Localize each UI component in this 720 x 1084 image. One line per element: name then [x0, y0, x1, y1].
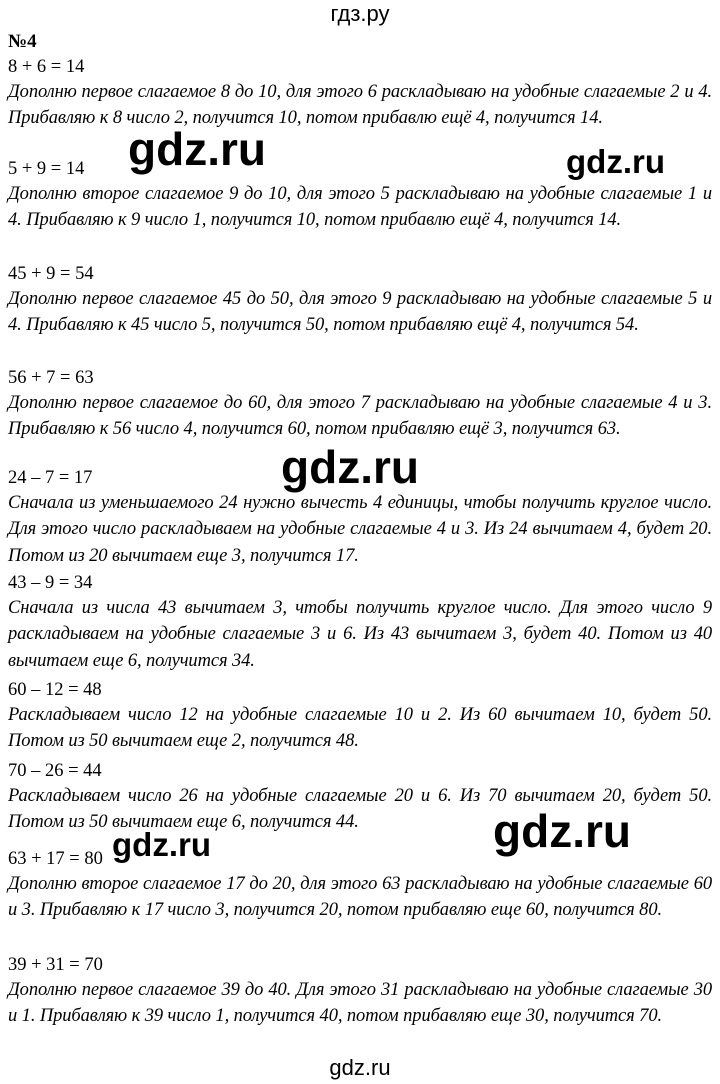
site-footer: gdz.ru: [329, 1055, 391, 1080]
problem-1: [8, 55, 712, 132]
problem-4: [8, 366, 712, 443]
equation: 5 + 9 = 14: [8, 159, 85, 179]
problem-6: [8, 571, 712, 674]
problem-7: [8, 678, 712, 755]
equation: 45 + 9 = 54: [8, 264, 94, 284]
explanation: Дополню второе слагаемое 17 до 20, для этого 63 раскладываю на удобные слагаемые 60 и 3. Прибавляю к 17 число 3, получится 20, потом прибавляю еще 60, получится 80.: [8, 874, 712, 921]
watermark: gdz.ru: [493, 805, 631, 857]
equation: 24 – 7 = 17: [8, 468, 93, 488]
explanation: Раскладываем число 12 на удобные слагаемые 10 и 2. Из 60 вычитаем 10, будет 50. Потом из 50 вычитаем еще 2, получится 48.: [8, 705, 712, 752]
equation: 39 + 31 = 70: [8, 955, 103, 975]
explanation: Раскладываем число 26 на удобные слагаемые 20 и 6. Из 70 вычитаем 20, будет 50. Потом из 50 вычитаем еще 6, получится 44.: [8, 786, 712, 833]
watermark: gdz.ru: [566, 143, 665, 180]
equation: 8 + 6 = 14: [8, 57, 85, 77]
site-header: гдз.ру: [330, 1, 390, 26]
task-number: №4: [8, 31, 37, 52]
explanation: Сначала из уменьшаемого 24 нужно вычесть 4 единицы, чтобы получить круглое число. Для этого число раскладываем на удобные слагаемые 4 и 3. Из 24 вычитаем 4, будет 20. Потом из 20 вычитаем еще 3, получится 17.: [8, 493, 712, 566]
explanation: Дополню первое слагаемое 45 до 50, для этого 9 раскладываю на удобные слагаемые 5 и 4. Прибавляю к 45 число 5, получится 50, потом прибавляю ещё 4, получится 54.: [8, 289, 712, 336]
problem-3: [8, 262, 712, 339]
explanation: Сначала из числа 43 вычитаем 3, чтобы получить круглое число. Для этого число 9 раскладываем на удобные слагаемые 3 и 6. Из 43 вычитаем 3, будет 40. Потом из 40 вычитаем еще 6, получится 34.: [8, 598, 712, 671]
explanation: Дополню второе слагаемое 9 до 10, для этого 5 раскладываю на удобные слагаемые 1 и 4. Прибавляю к 9 число 1, получится 10, потом прибавлю ещё 4, получится 14.: [8, 184, 712, 231]
watermark: gdz.ru: [281, 441, 419, 493]
explanation: Дополню первое слагаемое до 60, для этого 7 раскладываю на удобные слагаемые 4 и 3. Прибавляю к 56 число 4, получится 60, потом прибавляю ещё 3, получится 63.: [8, 393, 712, 440]
equation: 43 – 9 = 34: [8, 573, 93, 593]
equation: 70 – 26 = 44: [8, 761, 102, 781]
equation: 63 + 17 = 80: [8, 849, 103, 869]
problem-10: [8, 953, 712, 1030]
explanation: Дополню первое слагаемое 39 до 40. Для этого 31 раскладываю на удобные слагаемые 30 и 1. Прибавляю к 39 число 1, получится 40, потом прибавляю еще 30, получится 70.: [8, 980, 712, 1027]
explanation: Дополню первое слагаемое 8 до 10, для этого 6 раскладываю на удобные слагаемые 2 и 4. Прибавляю к 8 число 2, получится 10, потом прибавлю ещё 4, получится 14.: [8, 82, 712, 129]
watermark: gdz.ru: [112, 826, 211, 863]
watermark: gdz.ru: [128, 123, 266, 175]
equation: 56 + 7 = 63: [8, 368, 94, 388]
equation: 60 – 12 = 48: [8, 680, 102, 700]
